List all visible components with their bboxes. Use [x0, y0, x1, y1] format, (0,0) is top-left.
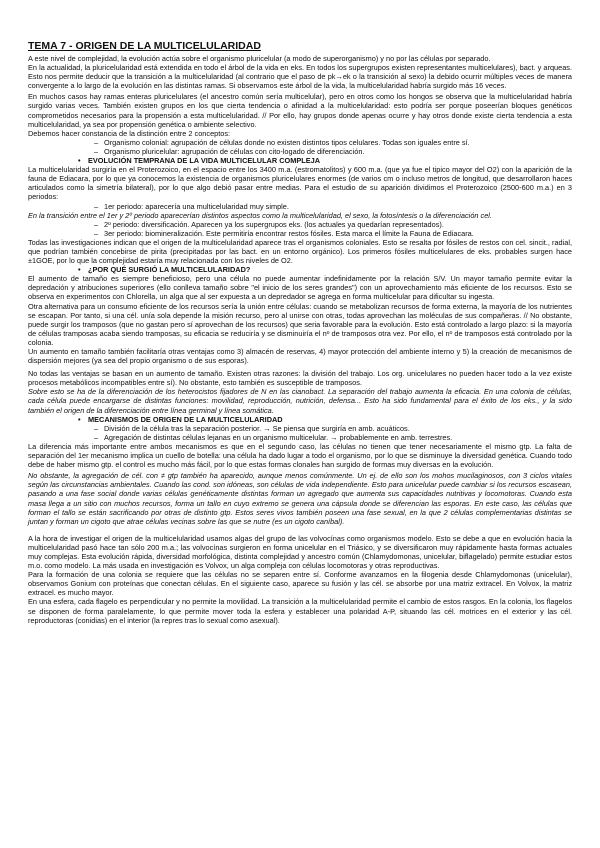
paragraph: En muchos casos hay ramas enteras pluricelulares (el ancestro común sería multicelular), pero en otros como los hongos se observa que la multicelularidad habría surgido varias veces. También existen grupos en los que cierta tendencia o afinidad a la multicelularidad: esto podría ser porque poseerían bloques genéticos comprometidos necesarios para la propensión a esta multicelularidad. // Por ello, hay grupos donde apenas ocurre y hay otros donde existe cierta tendencia a esta multicelularidad, ya sea por propensión genética o ambiente selectivo.: [28, 92, 572, 129]
paragraph: En la actualidad, la pluricelularidad está extendida en todo el árbol de la vida en eks. En todos los supergrupos existen representantes multicelulares), bact. y arqueas. Esto nos permite deducir que la transición a la multicelularidad (al contrario que el paso de pk→ek o la transición al sexo) la debido ocurrir múltiples veces de manera convergente a lo largo de la evolución en las distintas ramas. Si observamos este árbol de la vida, la multicelularidad habría surgido más 16 veces.: [28, 63, 572, 91]
periods-list: [28, 202, 572, 211]
paragraph: En una esfera, cada flagelo es perpendicular y no permite la movilidad. La transición a la multicelularidad permite el cambio de estos rasgos. En la colonia, los flagelos se disponen de forma paralelamente, lo que permite mover toda la esfera y establecer una polaridad A-P, situando las cél. motrices en el exterior y las cél. reproductoras (conidias) en el interior (la repres tras lo sexual como asexual).: [28, 597, 572, 625]
concepts-list: [28, 138, 572, 165]
page-title: TEMA 7 - ORIGEN DE LA MULTICELULARIDAD: [28, 40, 261, 52]
paragraph: La multicelularidad surgiría en el Proterozoico, en el espacio entre los 3400 m.a. (estromatolitos) y 600 m.a. (que ya fue el tipico mayor del O2) con la aparición de la fauna de Ediacara, por lo que ya conocemos la existencia de organismos pluricelulares enormes (de varios cm o incluso metros de longitud, que desarrollaron haces articulados como la simetría bilateral), por lo que algo debió pasar entre medias. Para el estudio de su aparición dividimos el Proterozoico (2500-600 m.a.) en 3 periodos:: [28, 165, 572, 202]
paragraph: El aumento de tamaño es siempre beneficioso, pero una célula no puede aumentar indefinidamente por la relación S/V. Un mayor tamaño permite evitar la depredación y atribuciones superiores (ello conlleva tamaño sobre "el inicio de los seres grandes") con un aprovechamiento más eficiente de los recursos. Esto se observa en experimentos con Chlorella, un alga que al ser expuesta a un depredador se agrega en forma multicelular para dificultar su ingesta.: [28, 274, 572, 302]
periods-list-2: [28, 220, 572, 238]
section-heading: • EVOLUCIÓN TEMPRANA DE LA VIDA MULTICELULAR COMPLEJA: [28, 156, 572, 165]
paragraph: En la transición entre el 1er y 2º periodo aparecerían distintos aspectos como la multicelularidad, el sexo, la fotosíntesis o la diferenciación cel.: [28, 210, 492, 220]
list-item: – 1er periodo: aparecería una multicelularidad muy simple.: [28, 202, 572, 211]
paragraph: Otra alternativa para un consumo eficiente de los recursos sería la unión entre células: cuando se metabolizan recursos de forma externa, la mayoría de los nutrientes se escapan. Por tanto, si una cél. unía sola depende la misión recurso, pero al unirse con otras, todas aprovechan las moléculas de sus compañeras. // No obstante, puede surgir los tramposos (que no gastan pero sí aprovechan de los recursos) que seria favorable para la evolución. Esto está controlado a largo plazo: si la mayoría de células tramposas acaba siendo tramposas, su eficacia se reduciría y se disminuiría el nº de tramposos otra vez. Por ello, el nº de tramposos está controlado por la colonia.: [28, 301, 572, 347]
paragraph: Para la formación de una colonia se requiere que las células no se separen entre sí. Conforme avanzamos en la filogenia desde Chlamydomonas (unicelular), observamos Gonium con proteínas que conectan células. En el siguiente caso, aparece su fusión y las cél. se absorbe por una matriz extracel. En Volvox, la matriz extracel. es mucho mayor.: [28, 570, 572, 598]
section-heading: • MECANISMOS DE ORIGEN DE LA MULTICELULARIDAD: [28, 415, 572, 424]
section-list: [28, 265, 572, 274]
list-item: – Agregación de distintas células lejanas en un organismo multicelular. → probablemente en amb. terrestres.: [28, 433, 572, 442]
list-item: – 2º periodo: diversificación. Aparecen ya los supergrupos eks. (los actuales ya quedarían representados).: [28, 220, 572, 229]
mechanisms-list: [28, 415, 572, 442]
paragraph: Todas las investigaciones indican que el origen de la multicelularidad aparece tras el organismos coloniales. Esto se resalta por fósiles de restos con cel. sincit., radial, que podrían también concebirse de pirita (precipitadas por las bact. en un entorno orgánico). Los primeros fósiles multicelulares de eks. probables surgen hace ±1GOE, por lo que la complejidad estaría muy relacionada con los niveles de O2.: [28, 237, 572, 266]
paragraph: No obstante, la agregación de cél. con ≠ gtp también ha aparecido, aunque menos comúnmente. Un ej. de ello son los mohos mucilaginosos, con 3 ciclos vitales según las circunstancias ambientales. Cuando las cond. son idóneas, son células de vida independiente. Esto para unicelular puede cambiar si los recursos escasean, pasando a una fase social donde varias células genéticamente distintas forman un agregado que aumenta sus capacidades nutritivas y locomotoras. Cuando esta masa llega a un sitio con muchos recursos, forma un tallo en cuyo extremo se genera una cápsula donde se diferencian las esporas. En este caso, las células que forman el tallo se están sacrificando por otras de distinto gtp. Estos seres vivos también poseen una fase sexual, en la que 2 células complementarias distintas se juntan y forman un cigoto que atrae células vecinas sobre las que se nutre (es un cigoto caníbal).: [28, 471, 572, 526]
paragraph: Debemos hacer constancia de la distinción entre 2 conceptos:: [28, 128, 231, 138]
paragraph: No todas las ventajas se basan en un aumento de tamaño. Existen otras razones: la división del trabajo. Los org. unicelulares no pueden hacer todo a la vez existe procesos metabólicos incompatibles entre sí). No obstante, esto también es susceptible de tramposos.: [28, 369, 572, 388]
list-item: – Organismo colonial: agrupación de células donde no existen distintos tipos celulares. Todas son iguales entre sí.: [28, 138, 572, 147]
paragraph: A este nivel de complejidad, la evolución actúa sobre el organismo pluricelular (a modo de superorganismo) y no por las células por separado.: [28, 54, 491, 63]
paragraph: Sobre esto se ha de la diferenciación de los heterocistos fijadores de N en las cianobact. La separación del trabajo aumenta la eficacia. En una colonia de células, cada célula puede encargarse de distintas funciones: movilidad, reproducción, nutrición, defensa... Esto ha sido fundamental para el éxito de los eks., y la sido también el origen de la diferenciación entre línea germinal y línea somática.: [28, 387, 572, 415]
section-heading: • ¿POR QUÉ SURGIÓ LA MULTICELULARIDAD?: [28, 265, 572, 274]
list-item: – Organismo pluricelular: agrupación de células con cito-logado de diferenciación.: [28, 147, 572, 156]
paragraph: Un aumento en tamaño también facilitaría otras ventajas como 3) almacén de reservas, 4) mayor protección del ambiente interno y 5) la creación de mecanismos de dispersión mejores (ya sea del propio organismo o de sus esporas).: [28, 347, 572, 366]
list-item: – División de la célula tras la separación posterior. → Se piensa que surgiría en amb. acuáticos.: [28, 424, 572, 433]
paragraph: A la hora de investigar el origen de la multicelularidad usamos algas del grupo de las volvocínas como organismos modelo. Esto se debe a que en evolución hacia la multicelularidad pasó hace tan sólo 200 m.a.; las volvocínas surgieron en forma unicelular en el Triásico, y se diversificaron muy rápidamente hasta formas actuales muy complejas. Esta evolución rápida, diversidad morfológica, distinta complejidad y ancestro común (Chlamydomonas, unicelular, biflagelado) permite estudiar estos m.o. como modelo. La más usada en investigación es Volvox, un alga compleja con células locomotoras y otras reproductivas.: [28, 533, 572, 571]
paragraph: La diferencia más importante entre ambos mecanismos es que en el segundo caso, las células no tienen que tener necesariamente el mismo gtp. La falta de separación del 1er mecanismo implica un cuello de botella: una célula ha dado lugar a todo el organismo, por lo que se disminuye la diversidad genética. Cuando todo debe de haber mismo gtp. el control es mucho más fácil, por lo que estas formas clonales han surgido de formas muy diversas en la evolución.: [28, 441, 572, 470]
list-item: – 3er periodo: biomineralización. Este permitiría encontrar restos fósiles. Esta marca el límite la Fauna de Ediacara.: [28, 229, 572, 238]
